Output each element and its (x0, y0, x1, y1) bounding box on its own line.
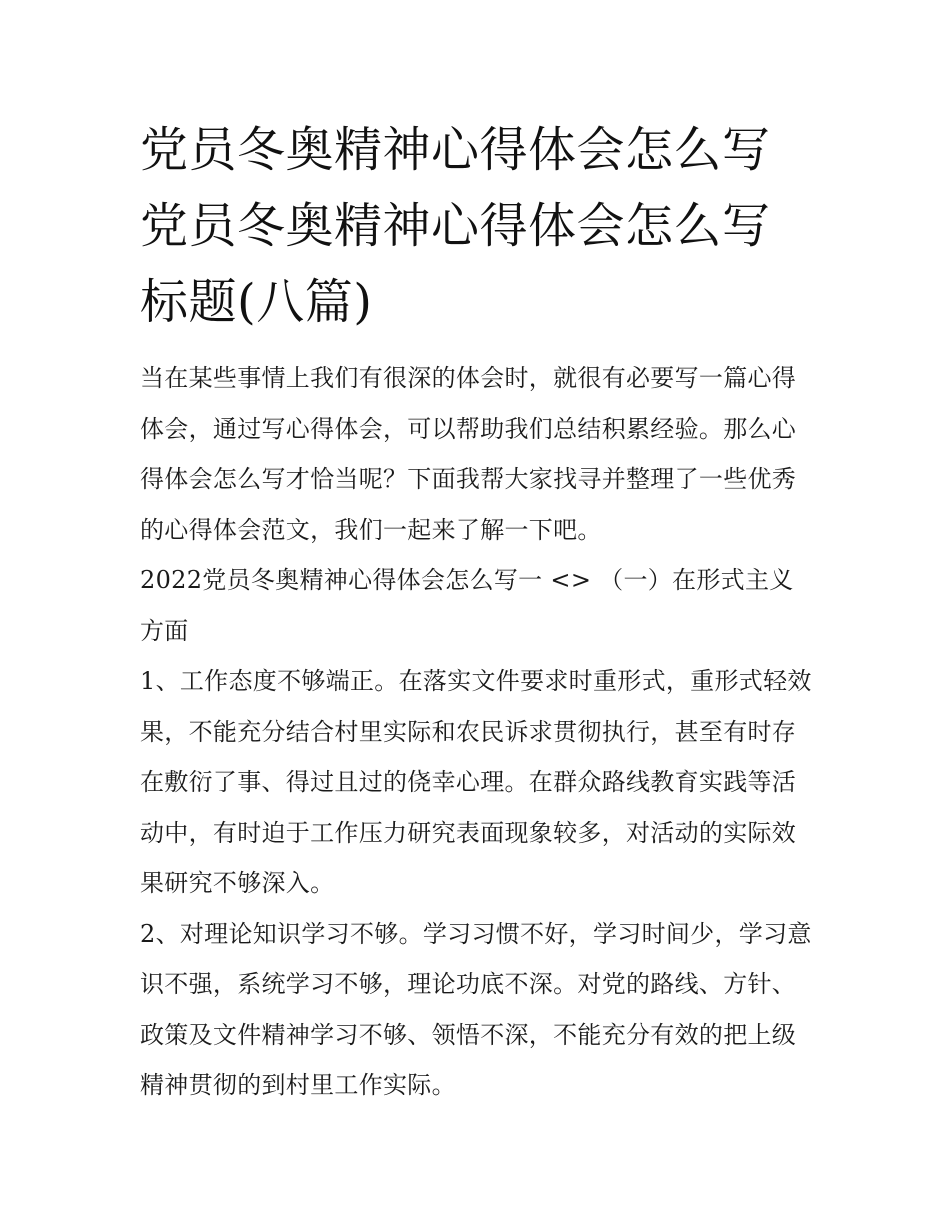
section-heading-paragraph: 2022党员冬奥精神心得体会怎么写一 <> （一）在形式主义方面 (140, 566, 794, 645)
document-title: 党员冬奥精神心得体会怎么写党员冬奥精神心得体会怎么写标题(八篇) (140, 122, 771, 330)
point-2-paragraph: 2、对理论知识学习不够。学习习惯不好，学习时间少，学习意识不强，系统学习不够，理论功底不深。对党的路线、方针、政策及文件精神学习不够、领悟不深，不能充分有效的把上级精神贯彻的到村里工作实际。 (140, 919, 812, 1099)
intro-paragraph: 当在某些事情上我们有很深的体会时，就很有必要写一篇心得体会，通过写心得体会，可以帮助我们总结积累经验。那么心得体会怎么写才恰当呢？下面我帮大家找寻并整理了一些优秀的心得体会范文，我们一起来了解一下吧。 (140, 364, 797, 544)
point-1-paragraph: 1、工作态度不够端正。在落实文件要求时重形式，重形式轻效果，不能充分结合村里实际和农民诉求贯彻执行，甚至有时存在敷衍了事、得过且过的侥幸心理。在群众路线教育实践等活动中，有时迫于工作压力研究表面现象较多，对活动的实际效果研究不够深入。 (140, 667, 812, 897)
document-body (140, 112, 815, 1111)
